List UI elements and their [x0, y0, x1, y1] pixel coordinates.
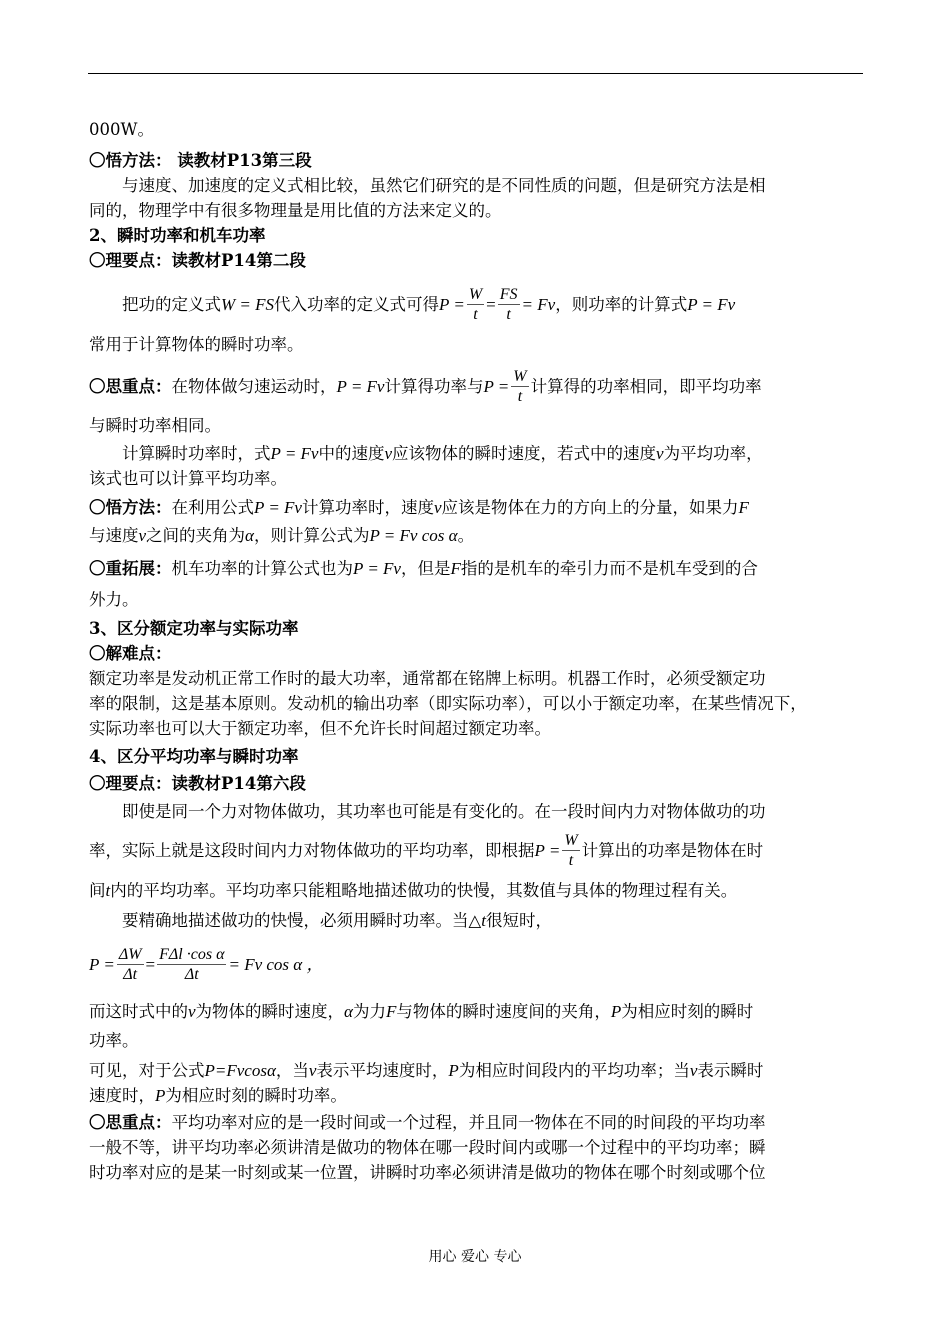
paragraph-line: 把功的定义式W = FS代入功率的定义式可得P = $\frac{W}{t}$ = $\frac{FS}{t}$ = Fv，则功率的计算式P = Fv — [122, 286, 736, 323]
paragraph-line: 要精确地描述做功的快慢，必须用瞬时功率。当△t很短时， — [122, 911, 552, 930]
fraction: $\frac{W}{t}$ — [513, 368, 527, 405]
formula: P = Fv — [353, 559, 401, 578]
formula: P = Fv — [687, 295, 736, 314]
formula: P = Fv — [270, 444, 319, 463]
paragraph-line: 率，实际上就是这段时间内力对物体做功的平均功率，即根据P = $\frac{W}{t}$ 计算出的功率是物体在时 — [89, 832, 764, 869]
paragraph-line: 该式也可以计算平均功率。 — [89, 469, 287, 488]
section-heading: 〇理要点：读教材P14第二段 — [89, 251, 306, 270]
formula: = Fv — [521, 295, 556, 314]
section-heading: 〇解难点： — [89, 644, 172, 663]
section-title: 3、区分额定功率与实际功率 — [89, 619, 299, 638]
paragraph-line: 功率。 — [89, 1031, 139, 1050]
paragraph-line: 〇思重点：平均功率对应的是一段时间或一个过程，并且同一物体在不同的时间段的平均功率 — [89, 1113, 766, 1132]
section-title: 4、区分平均功率与瞬时功率 — [89, 747, 299, 766]
formula: P = Fv — [336, 377, 385, 396]
paragraph-line: 而这时式中的v为物体的瞬时速度，α为力F与物体的瞬时速度间的夹角，P为相应时刻的瞬时 — [89, 1002, 754, 1021]
paragraph-line: 额定功率是发动机正常工作时的最大功率，通常都在铭牌上标明。机器工作时，必须受额定功 — [89, 669, 766, 688]
paragraph-line: 一般不等，讲平均功率必须讲清是做功的物体在哪一段时间内或哪一个过程中的平均功率；瞬 — [89, 1138, 766, 1157]
paragraph-line: 率的限制，这是基本原则。发动机的输出功率（即实际功率），可以小于额定功率，在某些情况下， — [89, 694, 807, 713]
section-heading: 〇悟方法： 读教材P13第三段 — [89, 151, 312, 170]
paragraph-line: 000W。 — [89, 120, 154, 139]
formula: P = — [534, 841, 561, 860]
paragraph-line: 间t内的平均功率。平均功率只能粗略地描述做功的快慢，其数值与具体的物理过程有关。 — [89, 881, 738, 900]
formula: P = — [439, 295, 465, 314]
paragraph-line: 与速度v之间的夹角为α，则计算公式为P = Fv cos α。 — [89, 526, 475, 545]
formula: P = Fv — [254, 498, 302, 517]
fraction: $\frac{\Delta W}{\Delta t}$ — [118, 946, 142, 983]
paragraph-line: 外力。 — [89, 590, 139, 609]
paragraph-line: 〇悟方法：在利用公式P = Fv计算功率时，速度v应该是物体在力的方向上的分量，如果力F — [89, 498, 749, 517]
formula: P = Fv cos α — [369, 526, 458, 545]
section-title: 2、瞬时功率和机车功率 — [89, 226, 266, 245]
section-heading: 〇理要点：读教材P14第六段 — [89, 774, 306, 793]
paragraph-line: 计算瞬时功率时，式P = Fv中的速度v应该物体的瞬时速度，若式中的速度v为平均功率， — [122, 444, 763, 463]
page-footer: 用心 爱心 专心 — [428, 1249, 522, 1265]
paragraph-line: 实际功率也可以大于额定功率，但不允许长时间超过额定功率。 — [89, 719, 551, 738]
paragraph-line: 速度时，P为相应时刻的瞬时功率。 — [89, 1086, 347, 1105]
paragraph-line: 可见，对于公式P=Fvcosα，当v表示平均速度时，P为相应时间段内的平均功率；当v表示瞬时 — [89, 1061, 764, 1080]
fraction: $\frac{W}{t}$ — [564, 832, 578, 869]
fraction: $\frac{W}{t}$ — [468, 286, 483, 323]
formula: W = FS — [221, 295, 275, 314]
header-rule — [88, 73, 863, 74]
paragraph-line: 与速度、加速度的定义式相比较，虽然它们研究的是不同性质的问题，但是研究方法是相 — [122, 176, 766, 195]
paragraph-line: 同的，物理学中有很多物理量是用比值的方法来定义的。 — [89, 201, 502, 220]
paragraph-line: 与瞬时功率相同。 — [89, 416, 221, 435]
paragraph-line: 常用于计算物体的瞬时功率。 — [89, 335, 304, 354]
document-body — [89, 117, 864, 1185]
fraction: $\frac{FS}{t}$ — [499, 286, 518, 323]
formula: P = — [483, 377, 510, 396]
paragraph-line: 〇思重点：在物体做匀速运动时，P = Fv计算得功率与P = $\frac{W}{t}$ 计算得的功率相同，即平均功率 — [89, 368, 762, 405]
paragraph-line: 即使是同一个力对物体做功，其功率也可能是有变化的。在一段时间内力对物体做功的功 — [122, 802, 766, 821]
fraction: $\frac{\text{FΔl ·cos α}}{\Delta t}$ — [159, 946, 225, 983]
display-formula: P = $\frac{\Delta W}{\Delta t}$ = $\frac{\text{FΔl ·cos α}}{\Delta t}$ = Fv cos α ， — [89, 946, 324, 983]
paragraph-line: 〇重拓展：机车功率的计算公式也为P = Fv，但是F指的是机车的牵引力而不是机车受到的合 — [89, 559, 758, 578]
paragraph-line: 时功率对应的是某一时刻或某一位置，讲瞬时功率必须讲清是做功的物体在哪个时刻或哪个位 — [89, 1163, 766, 1182]
